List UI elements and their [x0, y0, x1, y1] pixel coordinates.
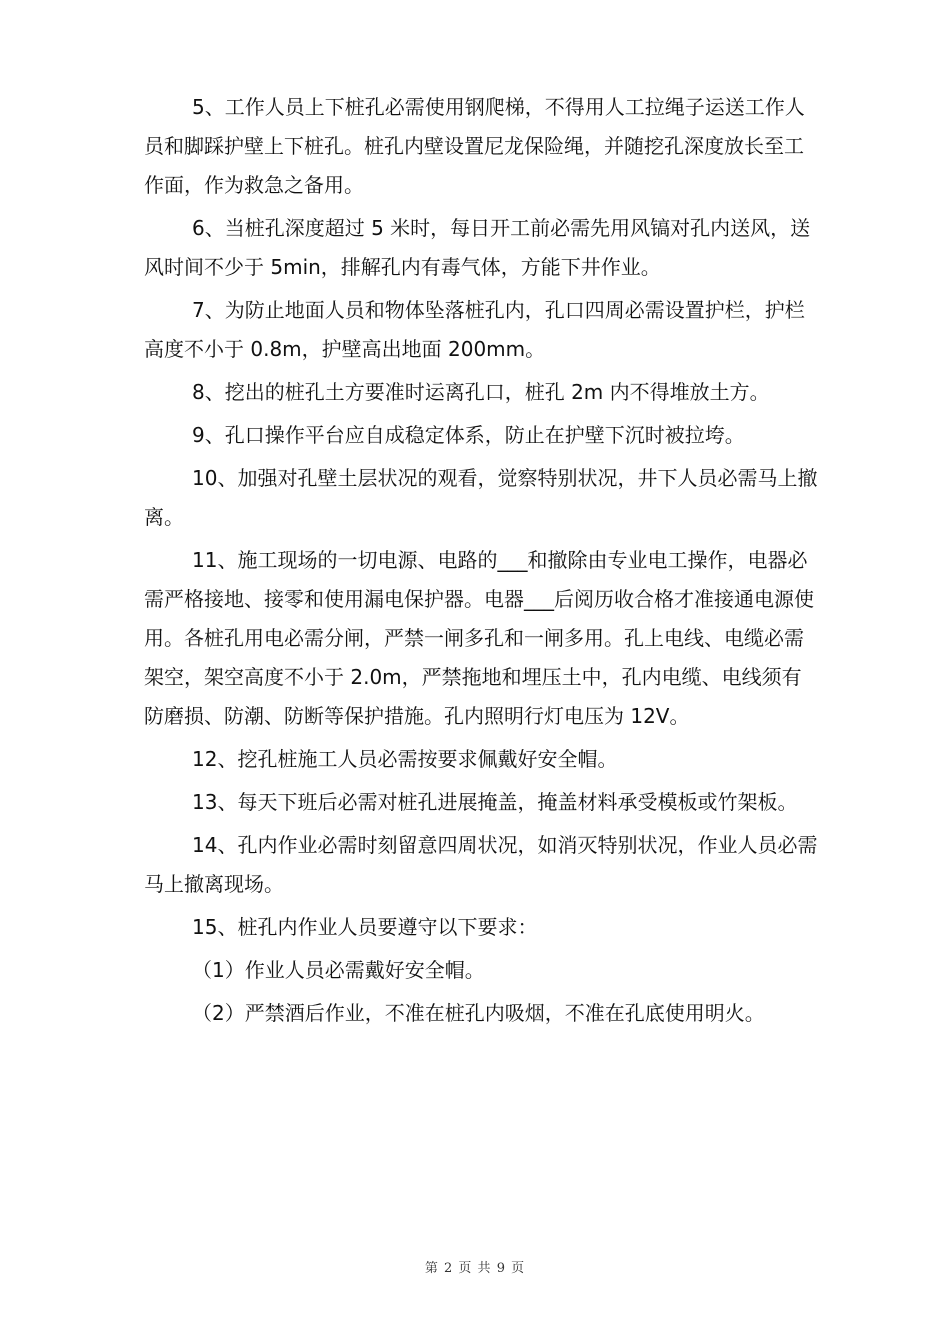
paragraph-8: 8、挖出的桩孔土方要准时运离孔口，桩孔 2m 内不得堆放土方。	[192, 380, 770, 404]
paragraph-12: 12、挖孔桩施工人员必需按要求佩戴好安全帽。	[192, 747, 618, 771]
paragraph-10: 10、加强对孔壁土层状况的观看，觉察特别状况，井下人员必需马上撤离。	[144, 466, 818, 529]
paragraph-15-item-2: （2）严禁酒后作业，不准在桩孔内吸烟，不准在孔底使用明火。	[192, 1001, 765, 1025]
paragraph-5: 5、工作人员上下桩孔必需使用钢爬梯，不得用人工拉绳子运送工作人员和脚踩护壁上下桩孔。桩孔内壁设置尼龙保险绳，并随挖孔深度放长至工作面，作为救急之备用。	[144, 95, 805, 197]
page-number-footer: 第 2 页 共 9 页	[424, 1261, 526, 1276]
paragraph-7: 7、为防止地面人员和物体坠落桩孔内，孔口四周必需设置护栏，护栏高度不小于 0.8m，护壁高出地面 200mm。	[144, 298, 805, 361]
paragraph-6: 6、当桩孔深度超过 5 米时，每日开工前必需先用风镐对孔内送风，送风时间不少于 5min，排解孔内有毒气体，方能下井作业。	[144, 216, 811, 279]
paragraph-13: 13、每天下班后必需对桩孔进展掩盖，掩盖材料承受模板或竹架板。	[192, 790, 798, 814]
paragraph-15-item-1: （1）作业人员必需戴好安全帽。	[192, 958, 485, 982]
document-body	[144, 88, 818, 1037]
paragraph-14: 14、孔内作业必需时刻留意四周状况，如消灭特别状况，作业人员必需马上撤离现场。	[144, 833, 818, 896]
paragraph-11: 11、施工现场的一切电源、电路的___和撤除由专业电工操作，电器必需严格接地、接零和使用漏电保护器。电器___后阅历收合格才准接通电源使用。各桩孔用电必需分闸，严禁一闸多孔和一闸多用。孔上电线、电缆必需架空，架空高度不小于 2.0m，严禁拖地和埋压土中，孔内电缆、电线须有防磨损、防潮、防断等保护措施。孔内照明行灯电压为 12V。	[144, 548, 814, 728]
paragraph-9: 9、孔口操作平台应自成稳定体系，防止在护壁下沉时被拉垮。	[192, 423, 745, 447]
paragraph-15: 15、桩孔内作业人员要遵守以下要求：	[192, 915, 538, 939]
